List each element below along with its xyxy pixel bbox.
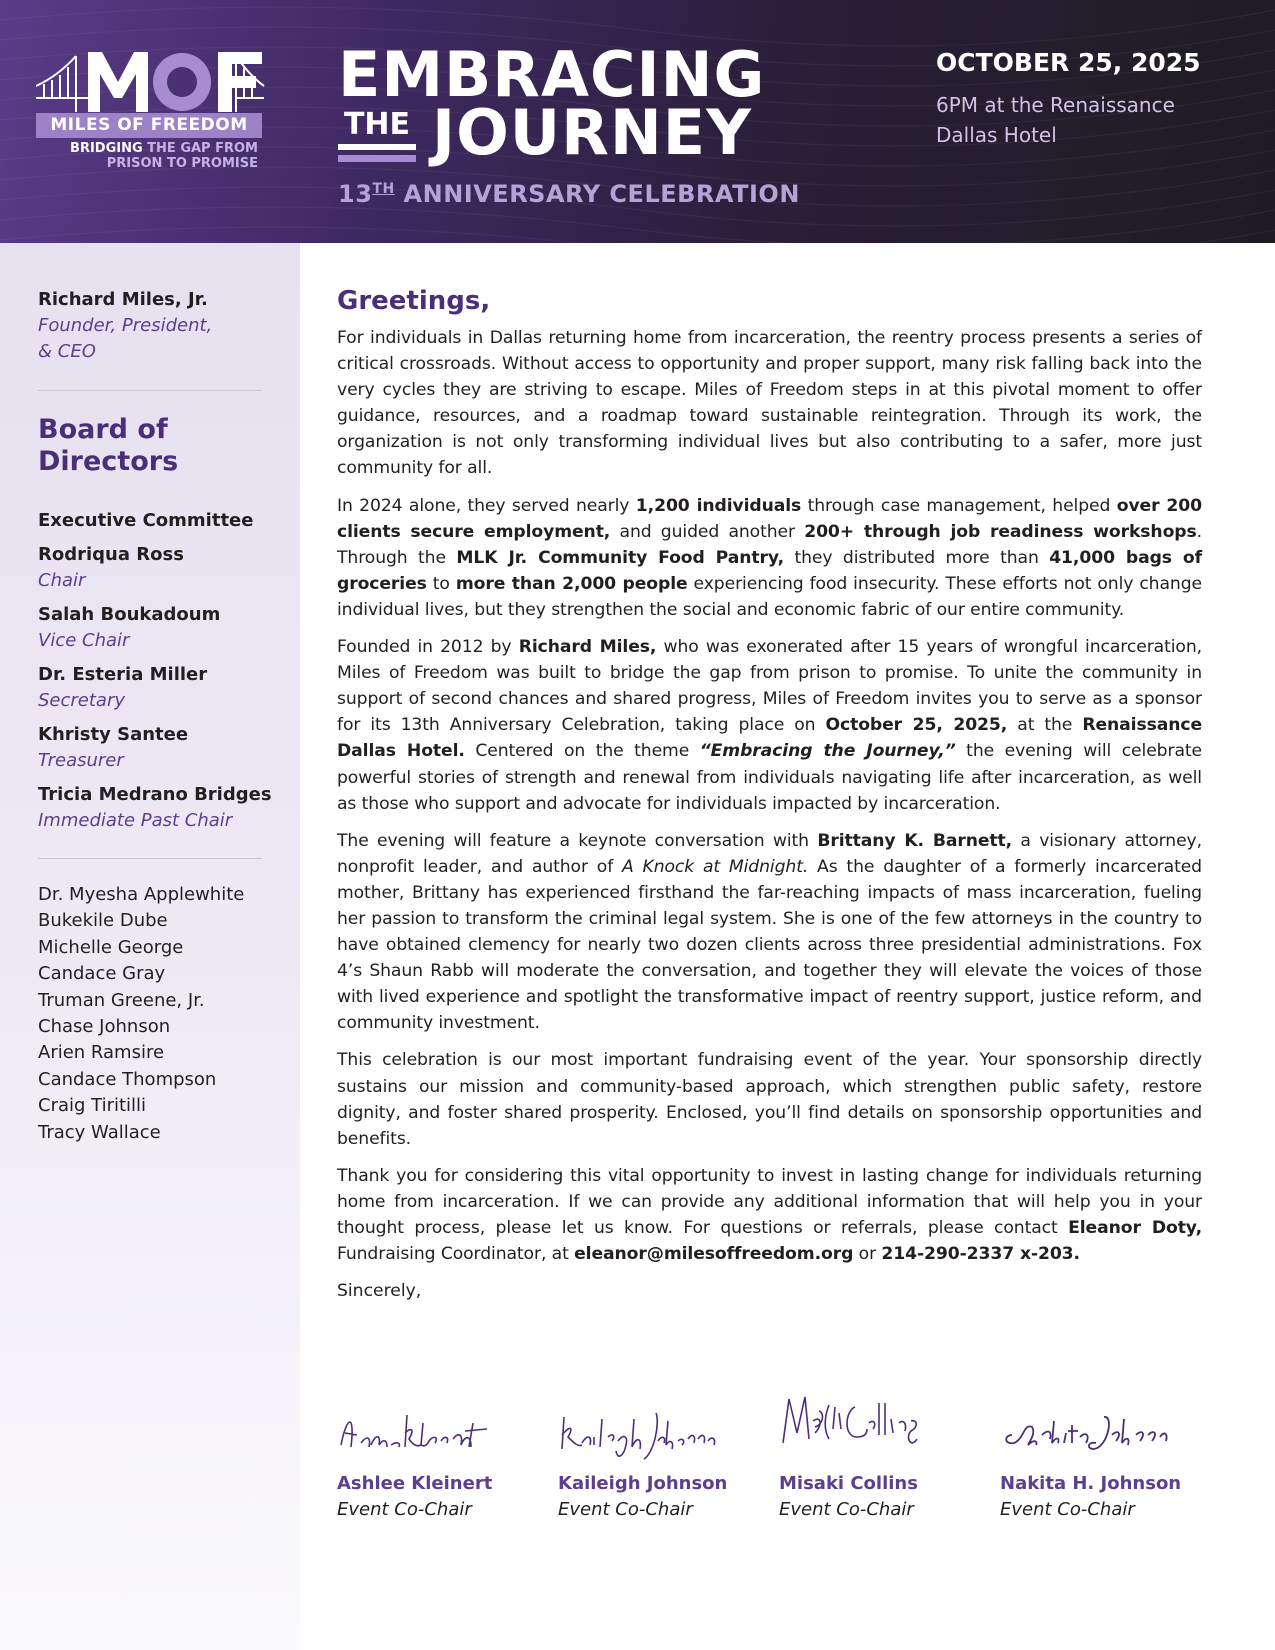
signer-name: Misaki Collins [779,1473,918,1494]
paragraph-keynote: The evening will feature a keynote conversation with Brittany K. Barnett, a visionary attorney, nonprofit leader, and author of A Knock at Midnight. As the daughter of a formerly incarcerated mother, Brittany has experienced firsthand the far-reaching impacts of mass incarceration, fueling her passion to transform the criminal legal system. She is one of the few attorneys in the country to have obtained clemency for nearly two dozen clients across three presidential administrations. Fox 4’s Shaun Rabb will moderate the conversation, and together they will elevate the voices of those with lived experience and spotlight the transformative impact of reentry support, justice reform, and community investment. [337,830,1202,1034]
paragraph-sponsorship: This celebration is our most important fundraising event of the year. Your sponsorship directly sustains our mission and community-based approach, which strengthen public safety, restore dignity, and foster shared prosperity. Enclosed, you’ll find details on sponsorship opportunities and benefits. [337,1050,1202,1149]
event-title-the: THE [338,108,416,150]
board-member: Craig Tiritilli [38,1095,147,1117]
board-member: Tracy Wallace [38,1121,161,1143]
anniversary-suffix: TH [372,181,395,197]
event-title-line1: EMBRACING [338,38,766,111]
signer-name: Nakita H. Johnson [1000,1473,1182,1494]
exec-member-role: Chair [38,570,86,591]
event-title-line2: JOURNEY [432,96,752,169]
exec-member-role: Treasurer [38,750,124,771]
board-member: Candace Gray [38,963,166,985]
title-accent-bar [338,155,416,162]
exec-member [38,662,288,714]
board-member-list [38,882,288,1146]
logo-tagline-line2: PRISON TO PROMISE [106,156,258,171]
letter-greeting: Greetings, [337,286,491,316]
signer-name: Kaileigh Johnson [558,1473,728,1494]
board-member: Arien Ramsire [38,1042,165,1064]
founder-name: Richard Miles, Jr. [38,289,208,310]
venue-line2: Dallas Hotel [936,123,1057,147]
sidebar-divider [38,390,262,391]
board-member: Michelle George [38,936,184,958]
board-member: Bukekile Dube [38,910,168,932]
exec-member-name: Salah Boukadoum [38,604,221,625]
sidebar-divider [38,858,262,859]
signature-block [1000,1405,1210,1520]
board-member: Truman Greene, Jr. [38,989,205,1011]
exec-member-name: Khristy Santee [38,724,189,745]
exec-member-name: Rodriqua Ross [38,544,184,565]
paragraph-impact: In 2024 alone, they served nearly 1,200 individuals through case management, helped over 200 clients secure employment, and guided another 200+ through job readiness workshops. Through the MLK Jr. Community Food Pantry, they distributed more than 41,000 bags of groceries to more than 2,000 people experiencing food insecurity. These efforts not only change individual lives, but they strengthen the social and economic fabric of our entire community. [337,495,1203,620]
signer-role: Event Co-Chair [1000,1499,1135,1520]
exec-member [38,602,288,654]
paragraph-intro: For individuals in Dallas returning home from incarceration, the reentry process presents a series of critical crossroads. Without access to opportunity and proper support, many risk falling back into the very cycles they are striving to escape. Miles of Freedom steps in at this pivotal moment to offer guidance, resources, and a roadmap toward sustainable reintegration. Through its work, the organization is not only transforming individual lives but also contributing to a safer, more just community for all. [337,328,1202,479]
handwritten-signature [779,1393,989,1463]
exec-member-role: Immediate Past Chair [38,810,233,831]
exec-member-name: Dr. Esteria Miller [38,664,208,685]
board-member: Candace Thompson [38,1068,217,1090]
exec-member-role: Vice Chair [38,630,130,651]
executive-committee-heading [38,508,288,534]
anniversary-number: 13 [338,180,373,208]
event-date: OCTOBER 25, 2025 [936,48,1201,77]
board-member: Dr. Myesha Applewhite [38,884,245,905]
logo-tagline [36,141,258,171]
handwritten-signature [1000,1405,1210,1465]
signer-name: Ashlee Kleinert [337,1473,493,1494]
logo-tagline-rest: THE GAP FROM [147,141,258,156]
signature-block [337,1405,547,1520]
handwritten-signature [337,1405,547,1465]
board-title-line2: Directors [38,446,179,477]
exec-member [38,722,288,774]
board-heading [38,414,288,478]
founder-block [38,287,288,365]
logo-tagline-bold: BRIDGING [70,141,143,156]
event-header-banner [0,0,1275,243]
anniversary-text: ANNIVERSARY CELEBRATION [403,180,800,208]
paragraph-founding: Founded in 2012 by Richard Miles, who was exonerated after 15 years of wrongful incarceration, Miles of Freedom was built to bridge the gap from prison to promise. To unite the community in support of second chances and shared progress, Miles of Freedom invites you to serve as a sponsor for its 13th Anniversary Celebration, taking place on October 25, 2025, at the Renaissance Dallas Hotel. Centered on the theme “Embracing the Journey,” the evening will celebrate powerful stories of strength and renewal from individuals navigating life after incarceration, as well as those who support and advocate for individuals impacted by incarceration. [337,637,1203,814]
founder-role-line1: Founder, President, [38,315,213,336]
exec-heading-text: Executive Committee [38,510,254,531]
event-venue [936,90,1256,150]
exec-member-role: Secretary [38,690,126,711]
exec-member [38,542,288,594]
paragraph-contact: Thank you for considering this vital opportunity to invest in lasting change for individuals returning home from incarceration. If we can provide any additional information that will help you in your thought process, please let us know. For questions or referrals, please contact Eleanor Doty, Fundraising Coordinator, at eleanor@milesoffreedom.org or 214-290-2337 x-203. [337,1165,1203,1265]
signer-role: Event Co-Chair [558,1499,693,1520]
venue-line1: 6PM at the Renaissance [936,93,1175,117]
mof-bridge-logo-icon [36,46,266,116]
signature-block [558,1405,768,1520]
handwritten-signature [558,1405,768,1465]
miles-of-freedom-logo [36,46,266,176]
board-title-line1: Board of [38,414,168,445]
signature-block [779,1405,989,1520]
signer-role: Event Co-Chair [337,1499,472,1520]
logo-wordmark: MILES OF FREEDOM [36,113,262,138]
founder-role-line2: & CEO [38,341,96,362]
board-member: Chase Johnson [38,1016,171,1038]
letter-body [337,283,1202,1304]
exec-member [38,782,288,834]
anniversary-subtitle [338,180,800,208]
letter-closing: Sincerely, [337,1281,422,1302]
exec-member-name: Tricia Medrano Bridges [38,784,272,805]
signer-role: Event Co-Chair [779,1499,914,1520]
